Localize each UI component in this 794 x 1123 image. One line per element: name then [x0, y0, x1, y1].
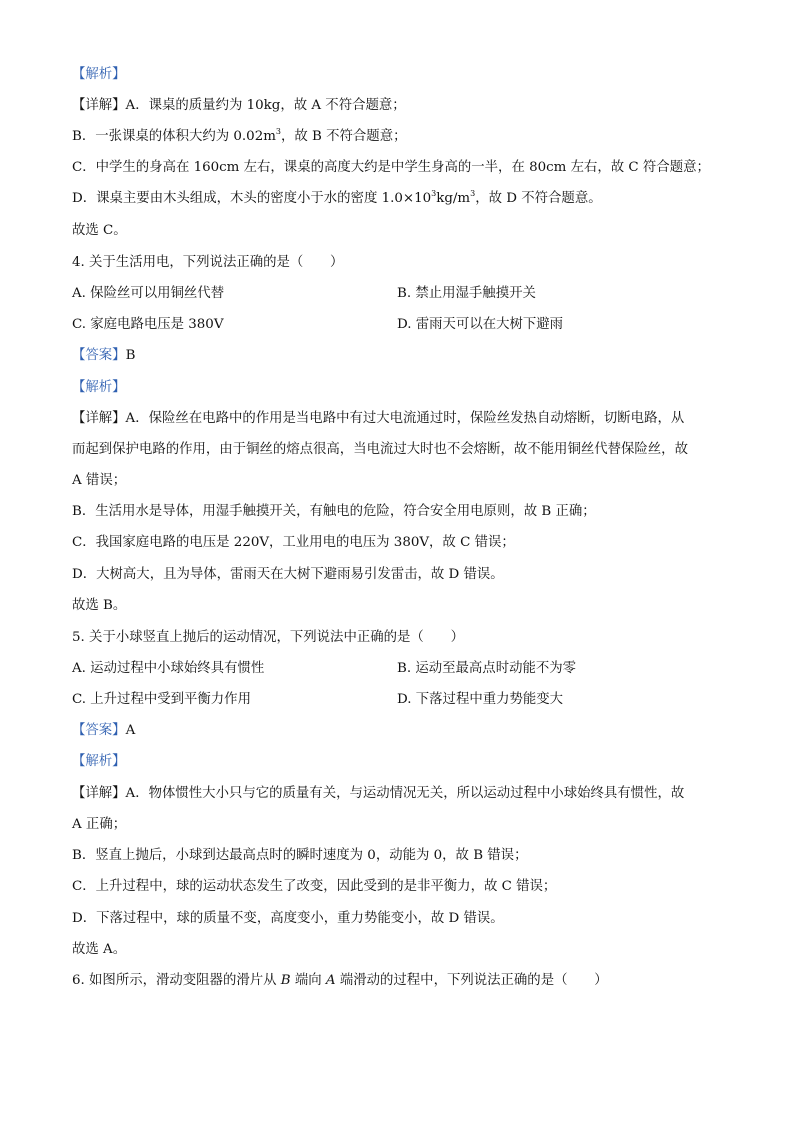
q3-detail-line-1: 【详解】A．课桌的质量约为 10kg，故 A 不符合题意； [72, 98, 406, 113]
q4-detail-line-2: 而起到保护电路的作用，由于铜丝的熔点很高，当电流过大时也不会熔断，故不能用铜丝代替保险丝，故 [72, 442, 688, 457]
q5-option-b: B. 运动至最高点时动能不为零 [397, 661, 577, 676]
q5-answer: 【答案】A [72, 723, 136, 738]
q3-detail-line-2: B．一张课桌的体积大约为 $0.02m^3$，故 B 不符合题意； [72, 127, 407, 144]
q4-detail-line-3: A 错误； [72, 473, 127, 488]
q3-analysis-label: 【解析】 [72, 67, 126, 82]
q4-option-b: B. 禁止用湿手触摸开关 [397, 286, 536, 301]
q6-stem: 6. 如图所示，滑动变阻器的滑片从 B 端向 A 端滑动的过程中，下列说法正确的是（ ） [72, 973, 608, 988]
q4-detail-line-5: C．我国家庭电路的电压是 220V，工业用电的电压为 380V，故 C 错误； [72, 535, 515, 550]
q5-option-c: C. 上升过程中受到平衡力作用 [72, 692, 251, 707]
q5-conclusion: 故选 A。 [72, 942, 127, 957]
q3-detail-line-4: D．课桌主要由木头组成，木头的密度小于水的密度 $1.0\times 10^3kg/m^3$，故 D 不符合题意。 [72, 189, 602, 206]
q5-stem: 5. 关于小球竖直上抛后的运动情况，下列说法中正确的是（ ） [72, 630, 464, 645]
q5-analysis-label: 【解析】 [72, 754, 126, 769]
q3-conclusion: 故选 C。 [72, 223, 127, 238]
q4-detail-line-1: 【详解】A．保险丝在电路中的作用是当电路中有过大电流通过时，保险丝发热自动熔断，切断电路，从 [72, 411, 685, 426]
q5-option-d: D. 下落过程中重力势能变大 [397, 692, 564, 707]
q5-detail-line-1: 【详解】A．物体惯性大小只与它的质量有关，与运动情况无关，所以运动过程中小球始终具有惯性，故 [72, 786, 685, 801]
q4-option-d: D. 雷雨天可以在大树下避雨 [397, 317, 564, 332]
q4-analysis-label: 【解析】 [72, 380, 126, 395]
q4-option-c: C. 家庭电路电压是 380V [72, 317, 224, 332]
q5-detail-line-3: B．竖直上抛后，小球到达最高点时的瞬时速度为 0，动能为 0，故 B 错误； [72, 848, 528, 863]
q5-detail-line-5: D．下落过程中，球的质量不变，高度变小，重力势能变小，故 D 错误。 [72, 911, 504, 926]
q3-detail-line-3: C．中学生的身高在 160cm 左右，课桌的高度大约是中学生身高的一半，在 80cm 左右，故 C 符合题意； [72, 160, 710, 175]
q4-answer: 【答案】B [72, 348, 136, 363]
q4-option-a: A. 保险丝可以用铜丝代替 [72, 286, 225, 301]
q4-conclusion: 故选 B。 [72, 598, 127, 613]
q5-detail-line-4: C．上升过程中，球的运动状态发生了改变，因此受到的是非平衡力，故 C 错误； [72, 879, 557, 894]
q4-detail-line-6: D．大树高大，且为导体，雷雨天在大树下避雨易引发雷击，故 D 错误。 [72, 567, 504, 582]
q5-detail-line-2: A 正确； [72, 817, 127, 832]
q4-stem: 4. 关于生活用电，下列说法正确的是（ ） [72, 255, 344, 270]
q5-option-a: A. 运动过程中小球始终具有惯性 [72, 661, 265, 676]
q4-detail-line-4: B．生活用水是导体，用湿手触摸开关，有触电的危险，符合安全用电原则，故 B 正确； [72, 504, 596, 519]
